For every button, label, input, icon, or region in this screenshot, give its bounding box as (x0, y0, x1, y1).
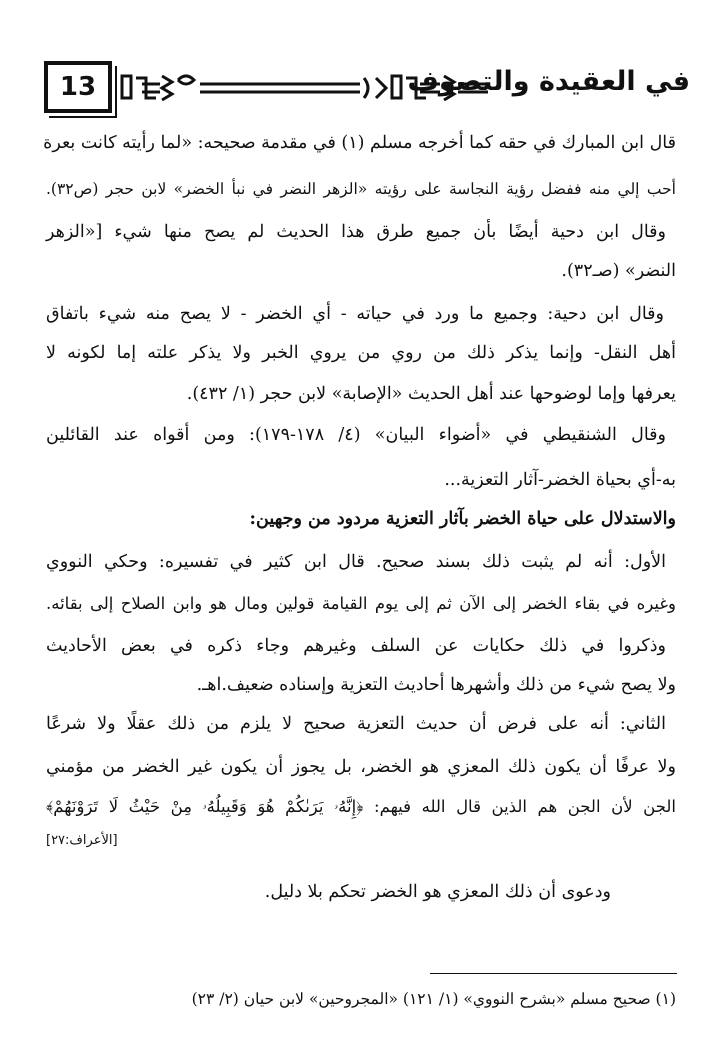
text-line: ولا عرفًا أن يكون ذلك المعزي هو الخضر، بل يجوز أن يكون غير الخضر من مؤمني (46, 757, 676, 777)
text-line: به-أي بحياة الخضر-آثار التعزية... (444, 470, 676, 490)
verse-reference: [الأعراف:٢٧] (46, 833, 118, 848)
page-number: 13 (44, 61, 112, 113)
footnote-separator (430, 973, 677, 974)
book-title: في العقيدة والتصوف (407, 66, 690, 97)
text-line: وذكروا في ذلك حكايات عن السلف وغيرهم وجاء ذكره في بعض الأحاديث (46, 636, 666, 656)
text-line: قال ابن المبارك في حقه كما أخرجه مسلم (١) في مقدمة صحيحه: «لما رأيته كانت بعرة (43, 133, 676, 153)
text-line: الأول: أنه لم يثبت ذلك بسند صحيح. قال ابن كثير في تفسيره: وحكي النووي (46, 552, 666, 572)
footnote: (١) صحيح مسلم «بشرح النووي» (١/ ١٢١) «المجروحين» لابن حيان (٢/ ٢٣) (191, 990, 676, 1008)
text-line: الثاني: أنه على فرض أن حديث التعزية صحيح لا يلزم من ذلك عقلًا ولا شرعًا (46, 714, 666, 734)
text-line: أحب إلي منه ففضل رؤية النجاسة على رؤيته «الزهر النضر في نبأ الخضر» لابن حجر (ص٣٢). (46, 180, 676, 198)
text-line: النضر» (صـ٣٢). (561, 261, 676, 281)
text-line: وقال ابن دحية أيضًا بأن جميع طرق هذا الحديث لم يصح منها شيء [«الزهر (46, 222, 666, 242)
section-heading: والاستدلال على حياة الخضر بآثار التعزية مردود من وجهين: (249, 509, 676, 529)
quran-verse-line: الجن لأن الجن هم الذين قال الله فيهم: ﴿إِنَّهُۥ يَرَىٰكُمْ هُوَ وَقَبِيلُهُۥ مِنْ حَيْثُ لَا تَرَوْنَهُمْ﴾ (46, 797, 676, 816)
text-line: وقال ابن دحية: وجميع ما ورد في حياته - أي الخضر - لا يصح منه شيء باتفاق (46, 304, 664, 324)
text-line: ولا يصح شيء من ذلك وأشهرها أحاديث التعزية وإسناده ضعيف.اهـ. (196, 675, 676, 695)
text-line: أهل النقل- وإنما يذكر ذلك من روي من يروي الخبر ولا يذكر علته إما لكونه لا (46, 343, 676, 363)
text-line: وقال الشنقيطي في «أضواء البيان» (٤/ ١٧٨-١٧٩): ومن أقواه عند القائلين (46, 425, 667, 445)
text-line: وغيره في بقاء الخضر إلى الآن ثم إلى يوم القيامة قولين ومال هو وابن الصلاح إلى بقائه. (46, 594, 676, 613)
text-line: ودعوى أن ذلك المعزي هو الخضر تحكم بلا دليل. (264, 882, 611, 902)
text-line: يعرفها وإما لوضوحها عند أهل الحديث «الإصابة» لابن حجر (١/ ٤٣٢). (186, 384, 676, 404)
